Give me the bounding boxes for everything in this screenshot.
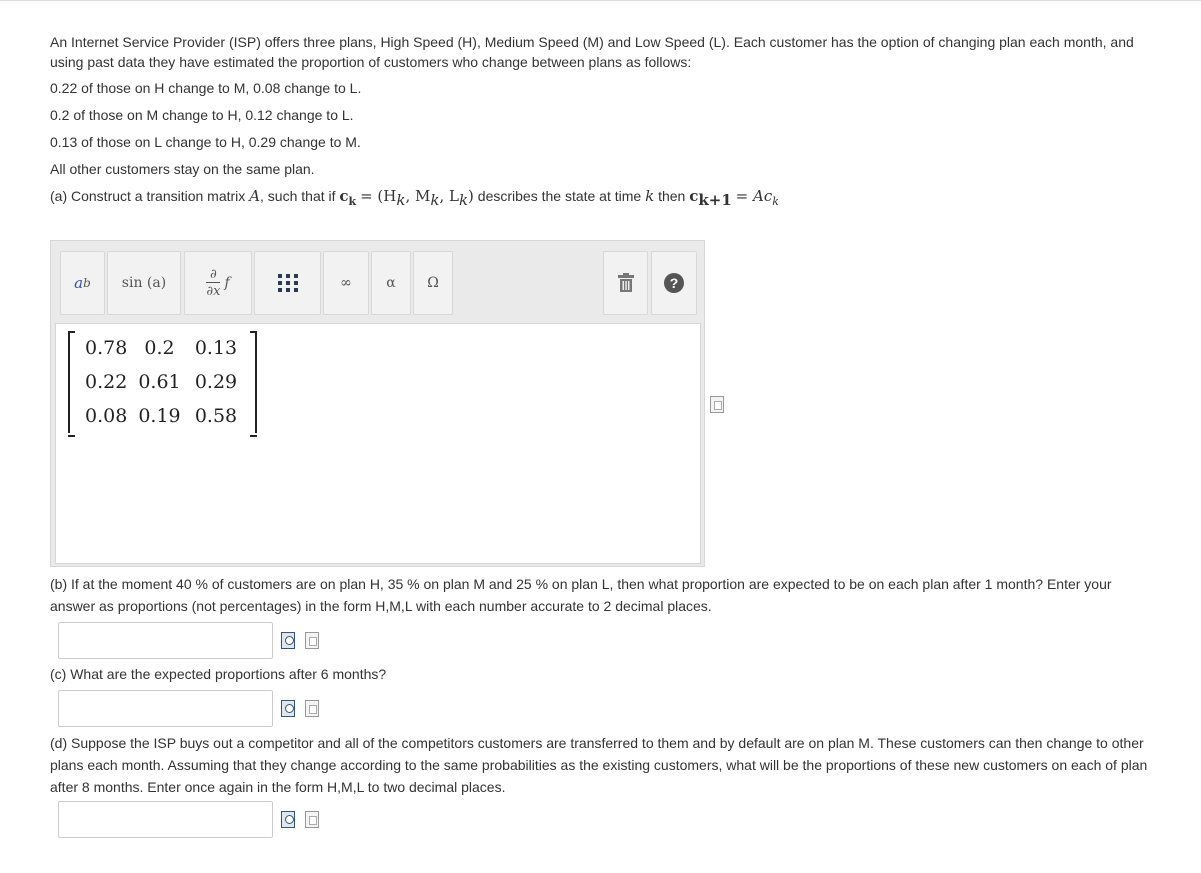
part-a-mid: , such that if [260, 188, 336, 204]
part-a-state: = ($H_k$, $M_k$, $L_k$) [360, 187, 474, 209]
sin-button[interactable]: sin (a) [107, 251, 181, 315]
rule-m: 0.2 of those on M change to H, 0.12 change to L. [50, 107, 354, 123]
answer-c-input[interactable] [58, 690, 273, 727]
part-c-text: (c) What are the expected proportions after 6 months? [50, 666, 387, 682]
part-d-text: (d) Suppose the ISP buys out a competitor and all of the competitors customers are transferred to them and by default are on plan M. These customers can then change to other plans each month. Assuming that they change according to the same probabilities as the existing customers, what will be the proportions of these new customers on each of plan after 8 months. Enter once again in the form H,M,L to two decimal places. [50, 735, 1148, 795]
question-intro: An Internet Service Provider (ISP) offers three plans, High Speed (H), Medium Speed (M) and Low Speed (L). Each customer has the option of changing plan each month, and using past data they have estimated the proportion of customers who change between plans as follows: [50, 34, 1134, 70]
matrix-cell[interactable]: 0.19 [138, 405, 181, 427]
answer-b-input[interactable] [58, 622, 273, 659]
rule-l: 0.13 of those on L change to H, 0.29 change to M. [50, 134, 361, 150]
part-a-ck1: $c_{k+1}$ [689, 187, 732, 209]
part-a-then: then [658, 188, 686, 204]
top-divider [0, 0, 1201, 1]
matrix-cell[interactable]: 0.61 [138, 371, 181, 393]
matrix-cell[interactable]: 0.58 [194, 405, 238, 427]
part-a-rhs: = $Ac_k$ [735, 187, 779, 208]
matrix-cell[interactable]: 0.13 [194, 337, 238, 359]
part-a-matrix-symbol: A [249, 187, 261, 205]
help-button[interactable] [651, 251, 697, 315]
matrix-row [80, 331, 245, 365]
part-a-desc: describes the state at time [477, 188, 642, 204]
answer-c-preview-icon[interactable] [281, 700, 295, 717]
math-toolbar [51, 241, 704, 323]
derivative-button[interactable]: ∂ ∂x f [184, 251, 252, 315]
matrix-cell[interactable]: 0.2 [144, 337, 175, 359]
part-a-text [50, 186, 1150, 212]
help-icon: ? [664, 273, 684, 293]
trash-icon [617, 273, 635, 293]
answer-d-doc-icon[interactable] [305, 811, 319, 828]
rule-other: All other customers stay on the same plan. [50, 161, 315, 177]
matrix-answer-area[interactable] [55, 323, 701, 564]
part-a-k: k [645, 187, 655, 205]
matrix-cell[interactable]: 0.78 [85, 337, 128, 359]
rule-h: 0.22 of those on H change to M, 0.08 change to L. [50, 80, 362, 96]
matrix-grid-icon [277, 272, 299, 294]
answer-a-doc-icon[interactable] [710, 396, 724, 413]
part-b-text: (b) If at the moment 40 % of customers are on plan H, 35 % on plan M and 25 % on plan L, then what proportion are expected to be on each plan after 1 month? Enter your answer as proportions (not percentages) in the form H,M,L with each number accurate to 2 decimal places. [50, 576, 1112, 614]
matrix-button[interactable] [254, 251, 321, 315]
infinity-button[interactable]: ∞ [323, 251, 369, 315]
math-editor [50, 240, 705, 567]
transition-matrix[interactable] [68, 331, 257, 433]
trash-button[interactable] [603, 251, 648, 315]
part-a-prefix: (a) Construct a transition matrix [50, 188, 246, 204]
answer-d-input[interactable] [58, 801, 273, 838]
power-button[interactable]: a b [60, 251, 105, 315]
matrix-row [80, 399, 245, 433]
matrix-cell[interactable]: 0.29 [194, 371, 238, 393]
matrix-row [80, 365, 245, 399]
matrix-cell[interactable]: 0.22 [85, 371, 128, 393]
omega-button[interactable]: Ω [413, 251, 453, 315]
part-a-ck: $c_k$ [339, 187, 357, 208]
answer-b-doc-icon[interactable] [305, 632, 319, 649]
answer-c-doc-icon[interactable] [305, 700, 319, 717]
answer-d-preview-icon[interactable] [281, 811, 295, 828]
alpha-button[interactable]: α [371, 251, 411, 315]
matrix-cell[interactable]: 0.08 [85, 405, 128, 427]
answer-b-preview-icon[interactable] [281, 632, 295, 649]
question-body [50, 32, 1150, 212]
